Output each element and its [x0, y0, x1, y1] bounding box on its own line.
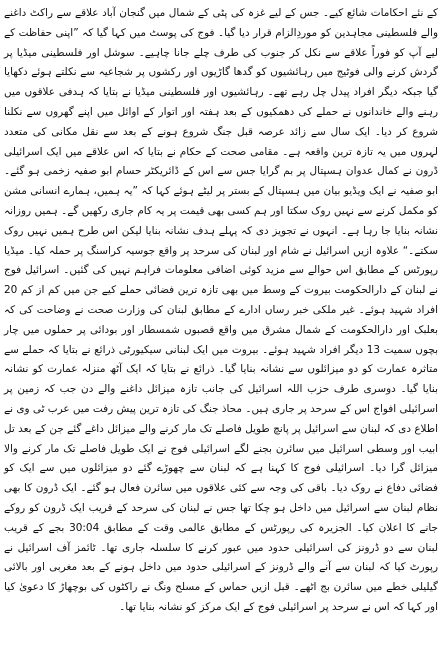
article-body-text: کے نئے احکامات شائع کیے۔ جس کے لیے غزہ کی پٹی کے شمال میں گنجان آباد علاقے سے راکٹ داغنے والے فلسطینی مجاہدین کو موردِالزام قرار دیا گیا۔ فوج کی پوسٹ میں کہا گیا کہ ”اپنی حفاظت کے لیے آپ کو فوراً علاقے سے نکل کر جنوب کی طرف چلے جانا چاہیے۔ سوشل اور فلسطینی میڈیا پر گردش کرنے والی فوٹیج میں رہائشیوں کو گدھا گاڑیوں اور رکشوں پر شجاعیہ سے نکلتے ہوئے دکھایا گیا جبکہ دیگر افراد پیدل چل رہے تھے۔ رہائشیوں اور فلسطینی میڈیا نے بتایا کہ ہدفی علاقوں میں رہنے والے خاندانوں نے حملے کی دھمکیوں کے بعد ہفتہ اور اتوار کے اوائل میں اپنے گھروں سے نکلنا شروع کر دیا۔ ایک سال سے زائد عرصہ قبل جنگ شروع ہونے کے بعد سے نقل مکانی کی متعدد لہروں میں یہ تازہ ترین واقعہ ہے۔ مقامی صحت کے حکام نے بتایا کہ اس علاقے میں ایک اسرائیلی ڈرون نے کمال عدوان ہسپتال پر بم گرایا جس سے اس کے ڈائریکٹر حسام ابو صفیہ زخمی ہو گئے۔ ابو صفیہ نے ایک ویڈیو بیان میں ہسپتال کے بستر پر لیٹے ہوئے کہا کہ ”یہ ہمیں، ہمارے انسانی مشن کو مکمل کرنے سے نہیں روک سکتا اور ہم کسی بھی قیمت پر یہ کام جاری رکھیں گے۔ ہمیں روزانہ نشانہ بنایا جا رہا ہے۔ انہوں نے تجویز دی کہ پہلے ہدف نشانہ بنایا لیکن اس طرح ہمیں نہیں روک سکتے۔“ علاوہ ازیں اسرائیل نے شام اور لبنان کی سرحد پر واقع جوسیہ کراسنگ پر حملہ کیا۔ میڈیا رپورٹس کے مطابق اس حوالے سے مزید کوئی اضافی معلومات فراہم نہیں کی گئیں۔ اسرائیل فوج نے لبنان کے دارالحکومت بیروت کے وسط میں بھی تازہ ترین فضائی حملے کیے جن میں کم از کم 20 افراد شہید ہوئے۔ غیر ملکی خبر رساں ادارے کے مطابق لبنان کی وزارت صحت نے وضاحت کی کہ بعلبک اور دارالحکومت کے شمال مشرق میں واقع قصبوں شمسطار اور بودائی پر حملوں میں چار بچوں سمیت 13 دیگر افراد شہید ہوئے۔ بیروت میں ایک لبنانی سیکیورٹی ذرائع نے بتایا کہ حملے سے متاثرہ عمارت کو دو میزائلوں سے نشانہ بنایا گیا۔ ذرائع نے بتایا کہ ایک آٹھ منزلہ عمارت کو نشانہ بنایا گیا۔ دوسری طرف حزب اللہ اسرائیل کی جانب تازہ میزائل داغنے والے دن جب کہ زمین پر اسرائیلی افواج اس کے سرحد پر جاری ہیں۔ محاذ جنگ کی تازہ ترین پیش رفت میں عرب ٹی وی نے اطلاع دی کہ لبنان سے اسرائیل پر پانچ طویل فاصلے تک مار کرنے والے میزائل داغے گئے جن کے بعد تل ابیب اور وسطی اسرائیل میں سائرن بجنے لگے اسرائیلی فوج نے ایک طویل فاصلے تک مار کرنے والا میزائل گرا دیا۔ اسرائیلی فوج کا کہنا ہے کہ لبنان سے چھوڑے گئے دو میزائلوں میں سے ایک کو فضائی دفاع نے روک دیا۔ باقی کی وجہ سے کئی علاقوں میں سائرن فعال ہو گئے۔ ایک ڈرون کا بھی نظام لبنان سے اسرائیل میں داخل ہو چکا تھا جس نے لبنان کی سرحد کے قریب ایک ڈرون کو روکے جانے کا اعلان کیا۔ الجزیرہ کی رپورٹس کے مطابق عالمی وقت کے مطابق 30:04 بجے کے قریب لبنان سے دو ڈرونز کی اسرائیلی حدود میں عبور کرنے کا سلسلہ جاری تھا۔ ٹائمز آف اسرائیل نے رپورٹ کیا کہ لبنان سے آنے والے ڈرونز کے اسرائیلی حدود میں داخل ہونے کے بعد مغربی اور بالائی گیلیلی خطے میں سائرن بج اٹھے۔ قبل ازیں حماس کے مسلح ونگ نے راکٹوں کی بوچھاڑ کا دعویٰ کیا اور کہا کہ اس نے سرحد پر اسرائیلی فوج کے ایک مرکز کو نشانہ بنایا تھا۔: [4, 7, 439, 613]
